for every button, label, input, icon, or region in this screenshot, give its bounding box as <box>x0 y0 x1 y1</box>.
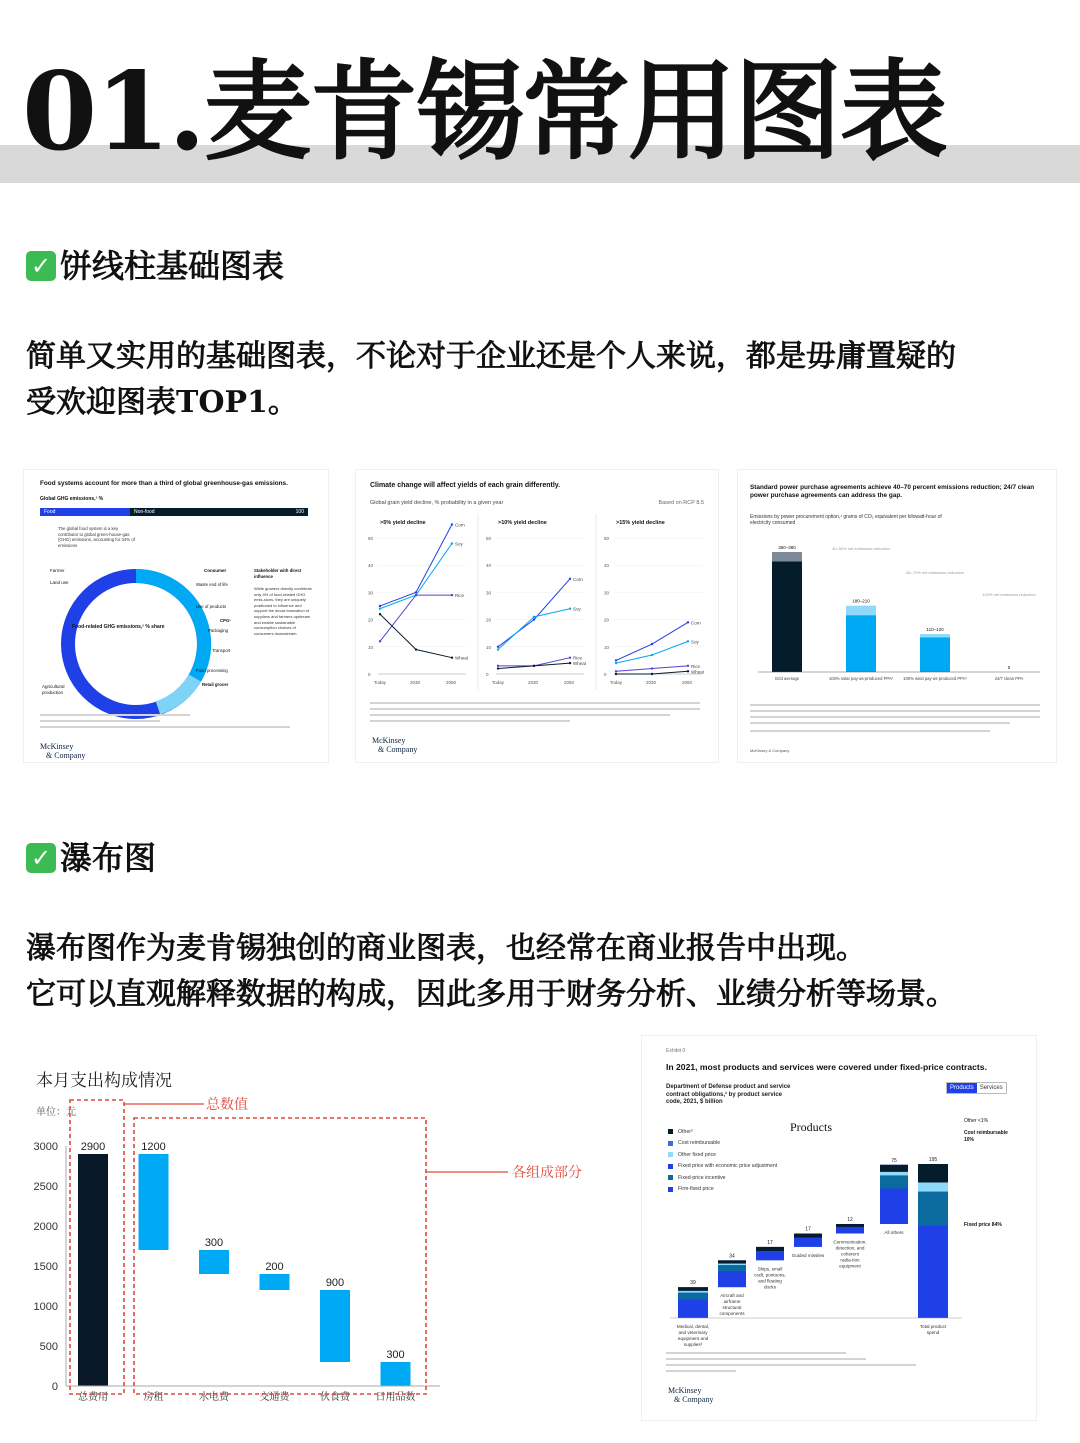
description-line: 受欢迎图表TOP1。 <box>26 385 298 420</box>
y-tick-label: 50 <box>604 536 610 541</box>
component-bar <box>139 1154 169 1250</box>
y-tick-label: 1000 <box>33 1301 58 1313</box>
right-note: Cost reimbursable 10% <box>964 1130 1008 1143</box>
y-tick-label: 30 <box>604 590 610 596</box>
data-point <box>497 646 499 648</box>
bar-other-segment <box>678 1287 708 1291</box>
y-tick-label: 1500 <box>33 1261 58 1273</box>
component-bar <box>320 1290 350 1362</box>
series-label: Wheat <box>455 655 469 661</box>
bar-category-label: 100% solar pay-as-produced PPA² <box>828 676 894 681</box>
series-label: Wheat <box>573 661 587 667</box>
x-tick-label: 2050 <box>564 680 575 685</box>
brand-line: & Company <box>378 745 418 754</box>
legend-label: Other² <box>678 1128 693 1135</box>
series-label: Soy <box>455 541 463 547</box>
donut-hole <box>82 590 190 698</box>
x-tick-label: Today <box>492 680 505 685</box>
bar-incentive-segment <box>678 1293 708 1300</box>
bar-other-fixed-segment <box>918 1182 948 1191</box>
data-point <box>651 673 653 675</box>
y-tick-label: 30 <box>368 590 374 596</box>
y-tick-label: 20 <box>604 617 610 623</box>
footnote-line <box>750 716 1040 718</box>
bar-category-label: Total product spend <box>919 1324 947 1335</box>
brand-line: McKinsey <box>668 1386 702 1395</box>
y-tick-label: 40 <box>486 563 492 569</box>
brand-logo <box>668 1386 713 1404</box>
exhibit-label: Exhibit 0 <box>666 1048 686 1054</box>
y-tick-label: 10 <box>486 644 492 650</box>
data-label: 300 <box>204 1237 224 1249</box>
data-point <box>451 523 453 525</box>
data-point <box>533 618 535 620</box>
right-label: Transport <box>212 648 231 653</box>
x-tick-label: Today <box>610 680 623 685</box>
legend-label: Fixed-price incentive <box>678 1174 726 1181</box>
note-text: The global food system is a key contributor to global green-house-gas (GHG) emissions, accounting for 34% of emissions <box>58 526 135 548</box>
data-point <box>415 594 417 596</box>
bar-other-segment <box>836 1224 864 1227</box>
description-line: 简单又实用的基础图表，不论对于企业还是个人来说，都是毋庸置疑的 <box>26 339 956 374</box>
series-label: Soy <box>691 639 699 645</box>
right-note: Fixed price 84% <box>964 1222 1002 1228</box>
right-note: Other <1% <box>964 1118 989 1124</box>
stakeholder-text: While growers directly contribute only 4% of food-related GHG emis-sions, they are uniquely positioned to influence and support the decar-bonization of suppliers and farmers upstream and enable sustainable consumption choices of consumers downstream. <box>254 586 312 636</box>
x-tick-label: 交通费 <box>259 1392 290 1403</box>
check-mark-icon: ✓ <box>26 251 56 281</box>
toggle-products[interactable]: Products <box>947 1083 977 1093</box>
data-point <box>497 667 499 669</box>
bar-value-label: 0 <box>1007 665 1011 670</box>
right-label: Consumer <box>204 568 227 573</box>
y-tick-label: 10 <box>368 644 374 650</box>
emissions-bar-chart <box>748 532 1048 702</box>
chart-title: Standard power purchase agreements achieve 40–70 percent emissions reduction; 24/7 clean power purchase agreements can address the gap. <box>750 484 1035 499</box>
data-point <box>451 542 453 544</box>
total-bar <box>78 1154 108 1386</box>
chart-subtitle: Department of Defense product and service contract obligations,¹ by product service code, 2021, $ billion <box>666 1084 791 1105</box>
bar-category-label: 24/7 clean PPA <box>994 676 1024 681</box>
footnote-line <box>370 708 700 710</box>
data-point <box>569 578 571 580</box>
stakeholder-heading: Stakeholder with direct influence <box>254 568 302 579</box>
annotation: 100% net emissions reduction <box>982 592 1036 597</box>
chart-subtitle: Global grain yield decline, % probability in a given year <box>370 500 504 506</box>
data-point <box>651 643 653 645</box>
bar-value-label: 34 <box>729 1253 735 1260</box>
section-description <box>26 926 1066 1018</box>
footnote-line <box>370 714 670 716</box>
waterfall-chart-panel <box>20 1050 610 1430</box>
right-label: Waste end of life <box>196 582 228 587</box>
x-tick-label: 2030 <box>528 680 539 685</box>
bar-label-food: Food <box>44 509 56 515</box>
footnote-line <box>666 1358 866 1360</box>
bar-category-label: Ships, small craft, pontoons, and floating docks <box>754 1266 786 1290</box>
bar-chart-card <box>738 470 1056 762</box>
description-line: 它可以直观解释数据的构成，因此多用于财务分析、业绩分析等场景。 <box>26 977 956 1012</box>
data-point <box>379 608 381 610</box>
series-label: Rice <box>455 593 465 599</box>
footnote-line <box>666 1364 916 1366</box>
x-tick-label: 2050 <box>682 680 693 685</box>
y-tick-label: 0 <box>368 672 371 677</box>
bar-other-segment <box>918 1164 948 1182</box>
brand-logo <box>40 742 85 760</box>
data-point <box>687 640 689 642</box>
x-tick-label: 2050 <box>446 680 457 685</box>
donut-center-label: Food-related GHG emissions,² % share <box>72 624 165 630</box>
products-services-toggle[interactable] <box>946 1082 1007 1094</box>
bar-other-fixed-segment <box>718 1264 746 1266</box>
y-tick-label: 40 <box>604 563 610 569</box>
legend-label: Other fixed price <box>678 1151 717 1158</box>
y-tick-label: 2000 <box>33 1221 58 1233</box>
panel-label: >10% yield decline <box>498 520 547 526</box>
line-charts <box>364 514 714 696</box>
y-tick-label: 20 <box>486 617 492 623</box>
data-point <box>451 594 453 596</box>
bar <box>920 637 950 672</box>
left-label-land-use: Land use <box>50 580 69 585</box>
brand-logo <box>372 736 417 754</box>
footnote-line <box>750 704 1040 706</box>
bar-value-label: 350–380 <box>778 545 796 550</box>
bar-category-label: Aircraft and airframe structural components <box>719 1293 745 1317</box>
component-bar <box>199 1250 229 1274</box>
footnote-line <box>370 720 570 722</box>
footnote-line <box>40 720 160 722</box>
chart-subtitle: Emissions by power procurement option,¹ grams of CO₂ equivalent per kilowatt-hour of electricity consumed <box>750 514 942 526</box>
bar <box>772 561 802 672</box>
waterfall-title: 本月支出构成情况 <box>36 1071 172 1091</box>
y-tick-label: 0 <box>486 672 489 677</box>
y-tick-label: 3000 <box>33 1141 58 1153</box>
x-tick-label: 2030 <box>646 680 657 685</box>
data-point <box>651 654 653 656</box>
bar-label-nonfood: Non-food <box>134 509 155 515</box>
bar-other-segment <box>718 1260 746 1263</box>
y-tick-label: 50 <box>486 536 492 541</box>
data-point <box>451 656 453 658</box>
chart-subtitle: Global GHG emissions,¹ % <box>40 496 104 502</box>
y-tick-label: 20 <box>368 617 374 623</box>
series-label: Wheat <box>691 669 705 675</box>
bar-value-label: 17 <box>767 1239 773 1246</box>
footnote-line <box>750 722 1010 724</box>
unit-label: 单位：元 <box>36 1107 76 1118</box>
bar-value-label: 75 <box>891 1157 897 1164</box>
footnote-line <box>666 1352 846 1354</box>
y-tick-label: 30 <box>486 590 492 596</box>
total-callout-label: 总数值 <box>206 1096 248 1112</box>
data-point <box>415 648 417 650</box>
bar-value-label: 39 <box>690 1280 696 1287</box>
bar-incentive-segment <box>918 1192 948 1226</box>
x-tick-label: 日用品数 <box>375 1392 416 1403</box>
footnote-line <box>666 1370 736 1372</box>
data-point <box>379 613 381 615</box>
data-point <box>533 665 535 667</box>
legend-label: Fixed price with economic price adjustment <box>678 1163 778 1170</box>
panel-label: >5% yield decline <box>380 520 426 526</box>
section-heading-label: 饼线柱基础图表 <box>60 247 285 285</box>
y-tick-label: 2500 <box>33 1181 58 1193</box>
bar-value-label: 12 <box>847 1217 853 1224</box>
y-tick-label: 10 <box>604 644 610 650</box>
series-label: Corn <box>573 576 583 582</box>
bar-range <box>846 606 876 615</box>
data-point <box>615 673 617 675</box>
bar-other-segment <box>794 1233 822 1237</box>
series-line-rice <box>498 658 570 666</box>
footnote-line <box>750 730 990 732</box>
series-label: Corn <box>691 620 701 626</box>
check-mark-icon: ✓ <box>26 843 56 873</box>
bar-value-label: 17 <box>805 1226 811 1233</box>
series-line-wheat <box>380 614 452 658</box>
section-heading-basic-charts <box>26 246 284 286</box>
section-heading-label: 瀑布图 <box>60 839 157 877</box>
section-heading-waterfall <box>26 838 156 878</box>
right-label: Food processing <box>196 668 228 673</box>
series-label: Rice <box>573 655 583 661</box>
page-title: 01.麦肯锡常用图表 <box>22 49 946 175</box>
component-bar <box>381 1362 411 1386</box>
series-line-soy <box>380 543 452 608</box>
brand-line: & Company <box>674 1395 714 1404</box>
bar-category-label: 100% wind pay-as-produced PPA² <box>903 676 967 681</box>
bar-range <box>772 552 802 561</box>
x-tick-label: 水电费 <box>199 1392 229 1403</box>
series-line-corn <box>498 579 570 647</box>
chart-title: Climate change will affect yields of each grain differently. <box>370 482 561 489</box>
x-tick-label: 伙食费 <box>320 1392 350 1403</box>
footnote-line <box>370 702 700 704</box>
y-tick-label: 50 <box>368 536 374 541</box>
left-label-farmer: Farmer <box>50 568 65 573</box>
bar-category-label: Guided missiles <box>791 1252 825 1258</box>
data-point <box>615 659 617 661</box>
waterfall-chart <box>20 1090 610 1430</box>
panel-label: Products <box>790 1120 832 1134</box>
data-point <box>687 665 689 667</box>
bar-category-label: Grid average <box>774 676 800 681</box>
chart-title: In 2021, most products and services were covered under fixed-price contracts. <box>666 1062 987 1072</box>
scenario-label: Based on RCP 8.5 <box>658 500 704 506</box>
parts-callout-label: 各组成部分 <box>512 1164 582 1180</box>
parts-highlight-box <box>134 1118 426 1394</box>
toggle-services[interactable]: Services <box>979 1085 1003 1091</box>
y-tick-label: 40 <box>368 563 374 569</box>
component-bar <box>260 1274 290 1290</box>
bar-incentive-segment <box>880 1175 908 1188</box>
series-label: Rice <box>691 663 701 669</box>
bar-category-label: All others <box>884 1230 904 1236</box>
right-label: Use of products <box>196 604 227 609</box>
bar-other-fixed-segment <box>880 1172 908 1176</box>
x-tick-label: 总费用 <box>78 1392 108 1403</box>
data-point <box>615 662 617 664</box>
data-point <box>497 648 499 650</box>
bar-range <box>920 634 950 637</box>
data-label: 1200 <box>141 1141 166 1153</box>
panel-label: >15% yield decline <box>616 520 665 526</box>
data-point <box>569 656 571 658</box>
chart-title: Food systems account for more than a third of global greenhouse-gas emissions. <box>40 480 288 487</box>
series-line-soy <box>498 609 570 650</box>
right-label: CPG³ <box>220 618 231 623</box>
y-tick-label: 500 <box>39 1341 58 1353</box>
line-chart-card <box>356 470 718 762</box>
data-point <box>687 621 689 623</box>
annotation: 40–50% net emissions reduction <box>832 546 890 551</box>
data-point <box>615 670 617 672</box>
data-label: 300 <box>386 1349 405 1361</box>
bar-category-label: Communication, detection, and coherent radia-tion equipment <box>833 1239 867 1269</box>
footnote-line <box>40 726 290 728</box>
bar-label-total: 100 <box>295 509 304 515</box>
footnote-line <box>40 714 190 716</box>
bar-value-label: 110–120 <box>926 627 944 633</box>
bar-category-label: Medical, dental, and veterinary equipment and supplies³ <box>676 1324 710 1347</box>
legend-label: Firm-fixed price <box>678 1186 714 1193</box>
data-label: 900 <box>325 1277 345 1289</box>
footnote-line <box>750 710 1040 712</box>
donut-chart-card <box>24 470 328 762</box>
x-tick-label: Today <box>374 680 387 685</box>
series-label: Soy <box>573 606 581 612</box>
bar-other-segment <box>756 1247 784 1251</box>
series-label: Corn <box>455 522 465 528</box>
description-line: 瀑布图作为麦肯锡独创的商业图表，也经常在商业报告中出现。 <box>26 931 866 966</box>
data-point <box>651 667 653 669</box>
data-point <box>687 670 689 672</box>
section-description <box>26 334 1066 426</box>
brand-line: McKinsey <box>40 742 74 751</box>
y-tick-label: 0 <box>604 672 607 677</box>
data-point <box>379 605 381 607</box>
data-label: 200 <box>265 1261 284 1273</box>
data-point <box>569 662 571 664</box>
brand-line: McKinsey <box>372 736 406 745</box>
bar-other-segment <box>880 1165 908 1172</box>
emissions-bar <box>40 508 308 516</box>
data-label: 2900 <box>80 1141 106 1153</box>
brand-line: & Company <box>46 751 86 760</box>
bar-other-fixed-segment <box>678 1291 708 1293</box>
bar-value-label: 180–210 <box>852 598 870 604</box>
data-point <box>379 640 381 642</box>
bar <box>846 615 876 672</box>
right-label: Retail grocer <box>202 682 229 687</box>
x-tick-label: 房租 <box>143 1392 164 1403</box>
products-waterfall-chart <box>662 1114 1032 1350</box>
data-point <box>497 665 499 667</box>
x-tick-label: 2030 <box>410 680 421 685</box>
brand-text: McKinsey & Company <box>750 748 790 753</box>
products-waterfall-card <box>642 1036 1036 1420</box>
annotation: 65–70% net emissions reduction <box>906 570 964 575</box>
data-point <box>533 616 535 618</box>
left-label-agri: Agricultural production <box>42 684 65 695</box>
legend-label: Cost reimbursable <box>678 1140 721 1147</box>
data-point <box>569 608 571 610</box>
bar-incentive-segment <box>718 1265 746 1271</box>
right-label: Packaging <box>208 628 229 633</box>
bar-value-label: 195 <box>928 1157 938 1163</box>
y-tick-label: 0 <box>51 1381 58 1393</box>
